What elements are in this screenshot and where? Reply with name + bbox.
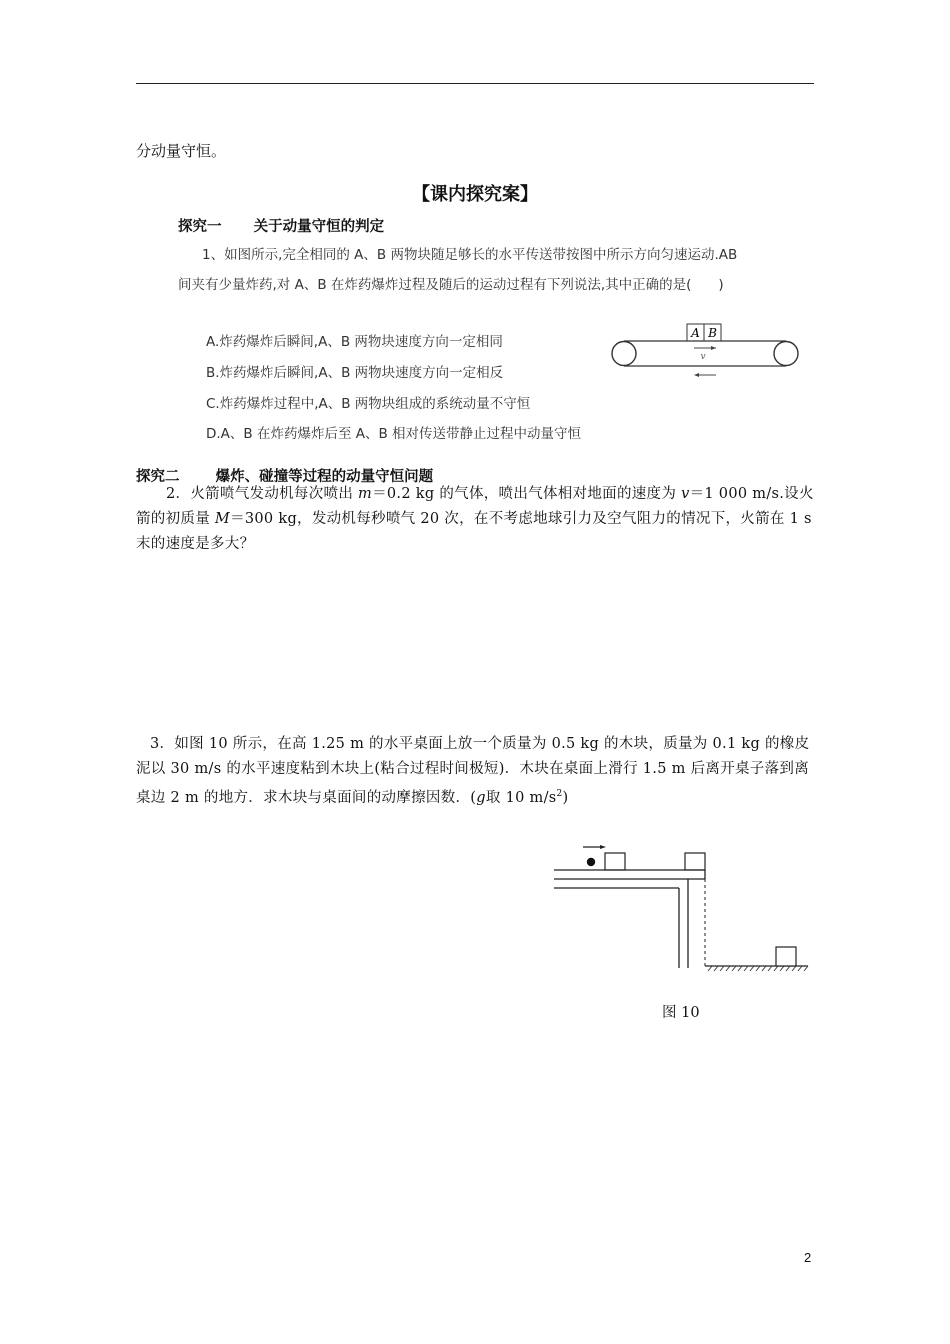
question-2 bbox=[136, 482, 816, 557]
question-3 bbox=[136, 732, 816, 811]
q2-var-v: v bbox=[681, 486, 690, 502]
q1-option-c: C.炸药爆炸过程中,A、B 两物块组成的系统动量不守恒 bbox=[206, 396, 531, 412]
q2-var-m: m bbox=[358, 486, 373, 502]
q2-text-1: 2．火箭喷气发动机每次喷出 bbox=[166, 486, 359, 502]
q3-superscript: 2 bbox=[556, 789, 563, 799]
q2-text-3: ＝1 000 m/s.设火箭的初质量 bbox=[136, 486, 814, 527]
explore1-label: 探究一 bbox=[178, 219, 222, 235]
section-title: 【课内探究案】 bbox=[412, 184, 538, 205]
explore2-title: 爆炸、碰撞等过程的动量守恒问题 bbox=[215, 469, 434, 485]
block-b-label: B bbox=[708, 326, 717, 340]
q3-var-g: g bbox=[476, 789, 486, 806]
q1-option-d: D.A、B 在炸药爆炸后至 A、B 相对传送带静止过程中动量守恒 bbox=[206, 426, 582, 442]
q1-option-b: B.炸药爆炸后瞬间,A、B 两物块速度方向一定相反 bbox=[206, 365, 504, 381]
q3-text-2: 取 10 m/s bbox=[485, 789, 557, 806]
q2-text-2: ＝0.2 kg 的气体，喷出气体相对地面的速度为 bbox=[372, 486, 682, 502]
q1-line2: 间夹有少量炸药,对 A、B 在炸药爆炸过程及随后的运动过程有下列说法,其中正确的是( ) bbox=[178, 277, 724, 293]
explore1-title: 关于动量守恒的判定 bbox=[253, 219, 385, 235]
explore2-label: 探究二 bbox=[136, 469, 180, 485]
header-rule bbox=[136, 83, 814, 84]
velocity-label: v bbox=[700, 352, 706, 362]
page-number: 2 bbox=[804, 1250, 812, 1265]
block-a-label: A bbox=[691, 326, 700, 340]
table-block-figure bbox=[550, 838, 812, 974]
figure-10-caption: 图 10 bbox=[662, 1005, 700, 1021]
explore1-heading bbox=[178, 216, 384, 238]
conveyor-belt-figure bbox=[606, 320, 802, 380]
q1-option-a: A.炸药爆炸后瞬间,A、B 两物块速度方向一定相同 bbox=[206, 334, 503, 350]
q2-text-4: ＝300 kg，发动机每秒喷气 20 次，在不考虑地球引力及空气阻力的情况下，火箭在 1 s 末的速度是多大？ bbox=[136, 511, 812, 552]
q2-var-M: M bbox=[214, 511, 231, 527]
header-tail-text: 分动量守恒。 bbox=[136, 142, 227, 160]
q3-text-1: 3．如图 10 所示，在高 1.25 m 的水平桌面上放一个质量为 0.5 kg 的木块，质量为 0.1 kg 的橡皮泥以 30 m/s 的水平速度粘到木块上(粘合过程时间极短)．木块在桌面上滑行 1.5 m 后离开桌子落到离桌边 2 m 的地方．求木块与桌面间的动摩擦因数．( bbox=[136, 736, 810, 806]
q1-line1: 1、如图所示,完全相同的 A、B 两物块随足够长的水平传送带按图中所示方向匀速运动.AB bbox=[202, 247, 738, 263]
q3-text-3: ) bbox=[562, 789, 569, 806]
